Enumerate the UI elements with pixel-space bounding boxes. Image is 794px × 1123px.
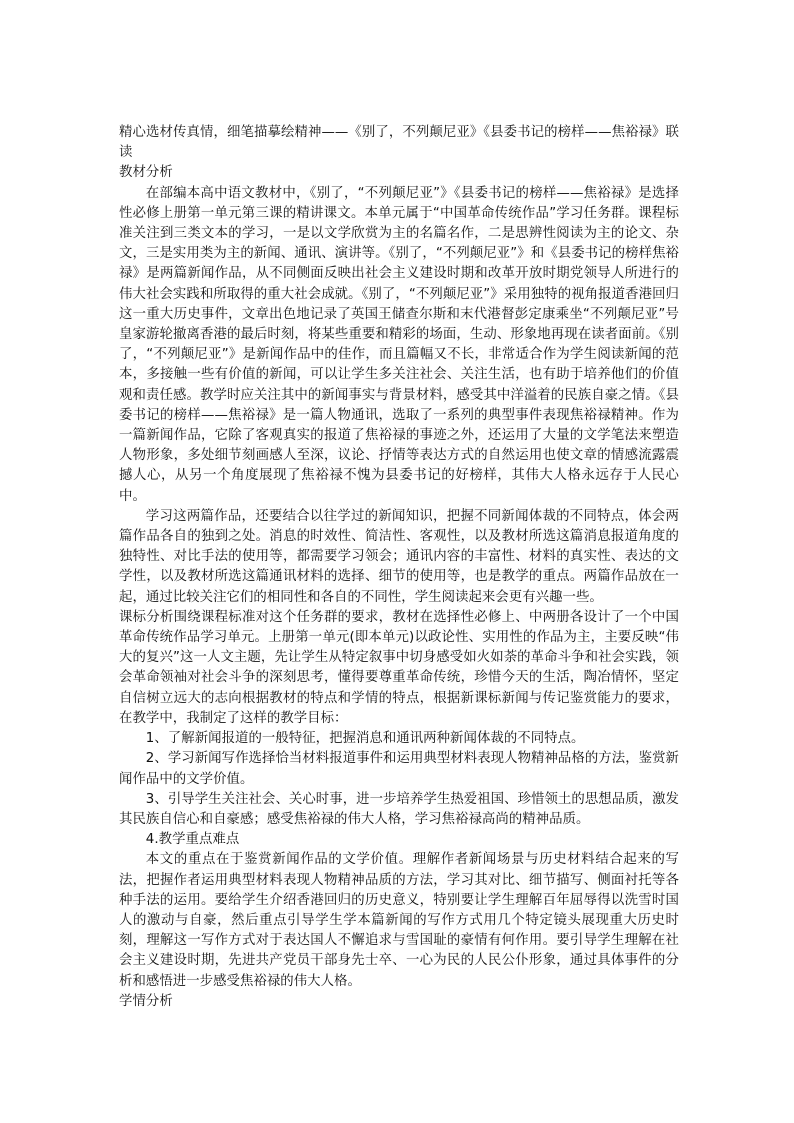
section-heading-key-points: 4.教学重点难点 bbox=[145, 832, 240, 848]
goal-item: 3、引导学生关注社会、关心时事，进一步培养学生热爱祖国、珍惜领土的思想品质，激发其民族自信心和自豪感；感受焦裕禄的伟大人格，学习焦裕禄高尚的精神品质。 bbox=[119, 791, 679, 827]
document-page bbox=[119, 123, 679, 1012]
goal-item: 1、了解新闻报道的一般特征，把握消息和通讯两种新闻体裁的不同特点。 bbox=[145, 731, 585, 747]
document-title: 精心选材传真情，细笔描摹绘精神——《别了，不列颠尼亚》《县委书记的榜样——焦裕禄》联读 bbox=[119, 125, 679, 161]
paragraph: 本文的重点在于鉴赏新闻作品的文学价值。理解作者新闻场景与历史材料结合起来的写法，把握作者运用典型材料表现人物精神品质的方法，学习其对比、细节描写、侧面衬托等各种手法的运用。要给学生介绍香港回归的历史意义，特别要让学生理解百年屈辱得以洗雪时国人的激动与自豪，然后重点引导学生学本篇新闻的写作方式用几个特定镜头展现重大历史时刻，理解这一写作方式对于表达国人不懈追求与雪国耻的豪情有何作用。要引导学生理解在社会主义建设时期，先进共产党员干部身先士卒、一心为民的人民公仆形象，通过具体事件的分析和感悟进一步感受焦裕禄的伟大人格。 bbox=[119, 852, 679, 989]
paragraph: 学习这两篇作品，还要结合以往学过的新闻知识，把握不同新闻体裁的不同特点，体会两篇作品各自的独到之处。消息的时效性、简洁性、客观性，以及教材所选这篇消息报道角度的独特性、对比手法的使用等，都需要学习领会；通讯内容的丰富性、材料的真实性、表达的文学性，以及教材所选这篇通讯材料的选择、细节的使用等，也是教学的重点。两篇作品放在一起，通过比较关注它们的相同性和各自的不同性，学生阅读起来会更有兴趣一些。 bbox=[119, 508, 679, 605]
paragraph: 在部编本高中语文教材中，《别了，“不列颠尼亚”》《县委书记的榜样——焦裕禄》是选择性必修上册第一单元第三课的精讲课文。本单元属于“中国革命传统作品”学习任务群。课程标准关注到三类文本的学习，一是以文学欣赏为主的名篇名作，二是思辨性阅读为主的论文、杂文，三是实用类为主的新闻、通讯、演讲等。《别了，“不列颠尼亚”》和《县委书记的榜样焦裕禄》是两篇新闻作品，从不同侧面反映出社会主义建设时期和改革开放时期党领导人所进行的伟大社会实践和所取得的重大社会成就。《别了，“不列颠尼亚”》采用独特的视角报道香港回归这一重大历史事件，文章出色地记录了英国王储查尔斯和末代港督彭定康乘坐“不列颠尼亚”号皇家游轮撤离香港的最后时刻，将某些重要和精彩的场面，生动、形象地再现在读者面前。《别了，“不列颠尼亚”》是新闻作品中的佳作，而且篇幅又不长，非常适合作为学生阅读新闻的范本，多接触一些有价值的新闻，可以让学生多关注社会、关注生活，也有助于培养他们的价值观和责任感。教学时应关注其中的新闻事实与背景材料，感受其中洋溢着的民族自豪之情。《县委书记的榜样——焦裕禄》是一篇人物通讯，选取了一系列的典型事件表现焦裕禄精神。作为一篇新闻作品，它除了客观真实的报道了焦裕禄的事迹之外，还运用了大量的文学笔法来塑造人物形象，多处细节刻画感人至深，议论、抒情等表达方式的自然运用也使文章的情感流露震撼人心，从另一个角度展现了焦裕禄不愧为县委书记的好榜样，其伟大人格永远存于人民心中。 bbox=[119, 185, 679, 504]
section-heading-learner-analysis: 学情分析 bbox=[119, 993, 173, 1009]
goal-item: 2、学习新闻写作选择恰当材料报道事件和运用典型材料表现人物精神品格的方法，鉴赏新闻作品中的文学价值。 bbox=[119, 751, 679, 787]
paragraph: 课标分析围绕课程标准对这个任务群的要求，教材在选择性必修上、中两册各设计了一个中国革命传统作品学习单元。上册第一单元(即本单元)以政论性、实用性的作品为主，主要反映“伟大的复兴”这一人文主题，先让学生从特定叙事中切身感受如火如荼的革命斗争和社会实践，领会革命领袖对社会斗争的深刻思考，懂得要尊重革命传统，珍惜今天的生活，陶冶情怀，坚定自信树立远大的志向根据教材的特点和学情的特点，根据新课标新闻与传记鉴赏能力的要求，在教学中，我制定了这样的教学目标： bbox=[119, 609, 679, 726]
section-heading-textbook-analysis: 教材分析 bbox=[119, 165, 173, 181]
